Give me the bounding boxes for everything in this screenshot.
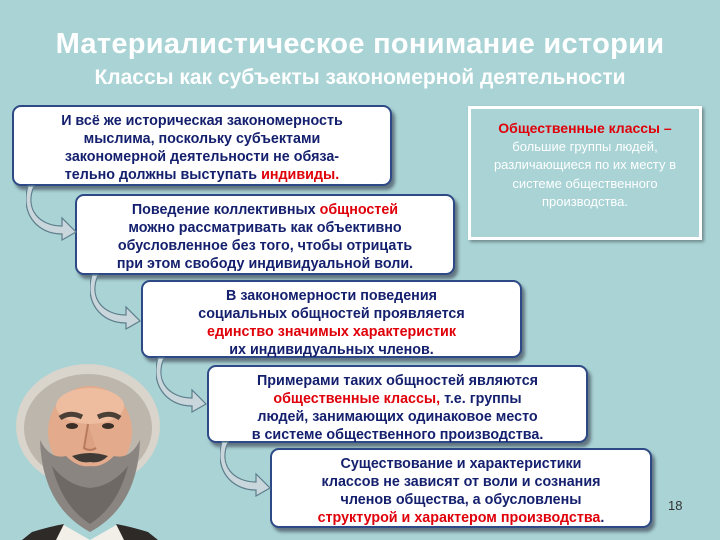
box-5-line-4 <box>278 509 644 527</box>
box-4-line-2-text: т.е. группы <box>440 391 522 407</box>
box-5-line-1: Существование и характеристики <box>340 456 582 472</box>
slide-title: Материалистическое понимание истории <box>55 28 665 60</box>
box-2-line-1-text: Поведение коллективных <box>131 202 320 218</box>
box-4-line-3: людей, занимающих одинаковое место <box>257 409 538 425</box>
box-5-highlight: структурой и характером производства <box>317 510 601 526</box>
box-2-line-3: обусловленное без того, чтобы отрицать <box>117 238 413 254</box>
page-number: 18 <box>668 498 683 513</box>
statement-box-4 <box>207 365 588 443</box>
portrait-image <box>2 356 177 540</box>
curved-arrow-icon <box>90 271 142 331</box>
box-2-line-2: можно рассматривать как объективно <box>128 220 402 236</box>
statement-box-1 <box>12 105 392 186</box>
definition-text: большие группы людей, различающиеся по их месту в системе общественного производства. <box>493 138 677 209</box>
curved-arrow-icon <box>26 182 78 242</box>
box-3-line-2: социальных общностей проявляется <box>198 306 465 322</box>
slide-subtitle: Классы как субъекты закономерной деятельности <box>94 66 626 89</box>
box-4-line-4: в системе общественного производства. <box>251 427 544 443</box>
definition-term: Общественные классы – <box>498 120 672 136</box>
box-4-line-2 <box>215 390 580 408</box>
box-1-line-3: закономерной деятельности не обяза- <box>64 149 340 165</box>
box-5-line-4-text: . <box>600 510 605 526</box>
box-1-line-4-text: тельно должны выступать <box>64 167 262 183</box>
box-3-line-4: их индивидуальных членов. <box>229 342 434 358</box>
box-2-highlight: общностей <box>319 202 399 218</box>
definition-box <box>468 106 702 240</box>
box-4-line-1: Примерами таких общностей являются <box>257 373 538 389</box>
box-5-line-3: членов общества, а обусловлены <box>340 492 582 508</box>
box-1-line-1: И всё же историческая закономерность <box>61 113 343 129</box>
box-4-highlight: общественные классы, <box>273 391 441 407</box>
box-5-line-2: классов не зависят от воли и сознания <box>321 474 601 490</box>
curved-arrow-icon <box>220 438 272 498</box>
statement-box-3 <box>141 280 522 358</box>
box-1-highlight: индивиды. <box>261 167 340 183</box>
statement-box-2 <box>75 194 455 275</box>
box-3-highlight: единство значимых характеристик <box>207 324 456 340</box>
statement-box-5 <box>270 448 652 528</box>
box-2-line-1 <box>83 201 447 219</box>
box-1-line-2: мыслима, поскольку субъектами <box>83 131 321 147</box>
box-3-line-1: В закономерности поведения <box>226 288 437 304</box>
box-2-line-4: при этом свободу индивидуальной воли. <box>116 256 414 272</box>
